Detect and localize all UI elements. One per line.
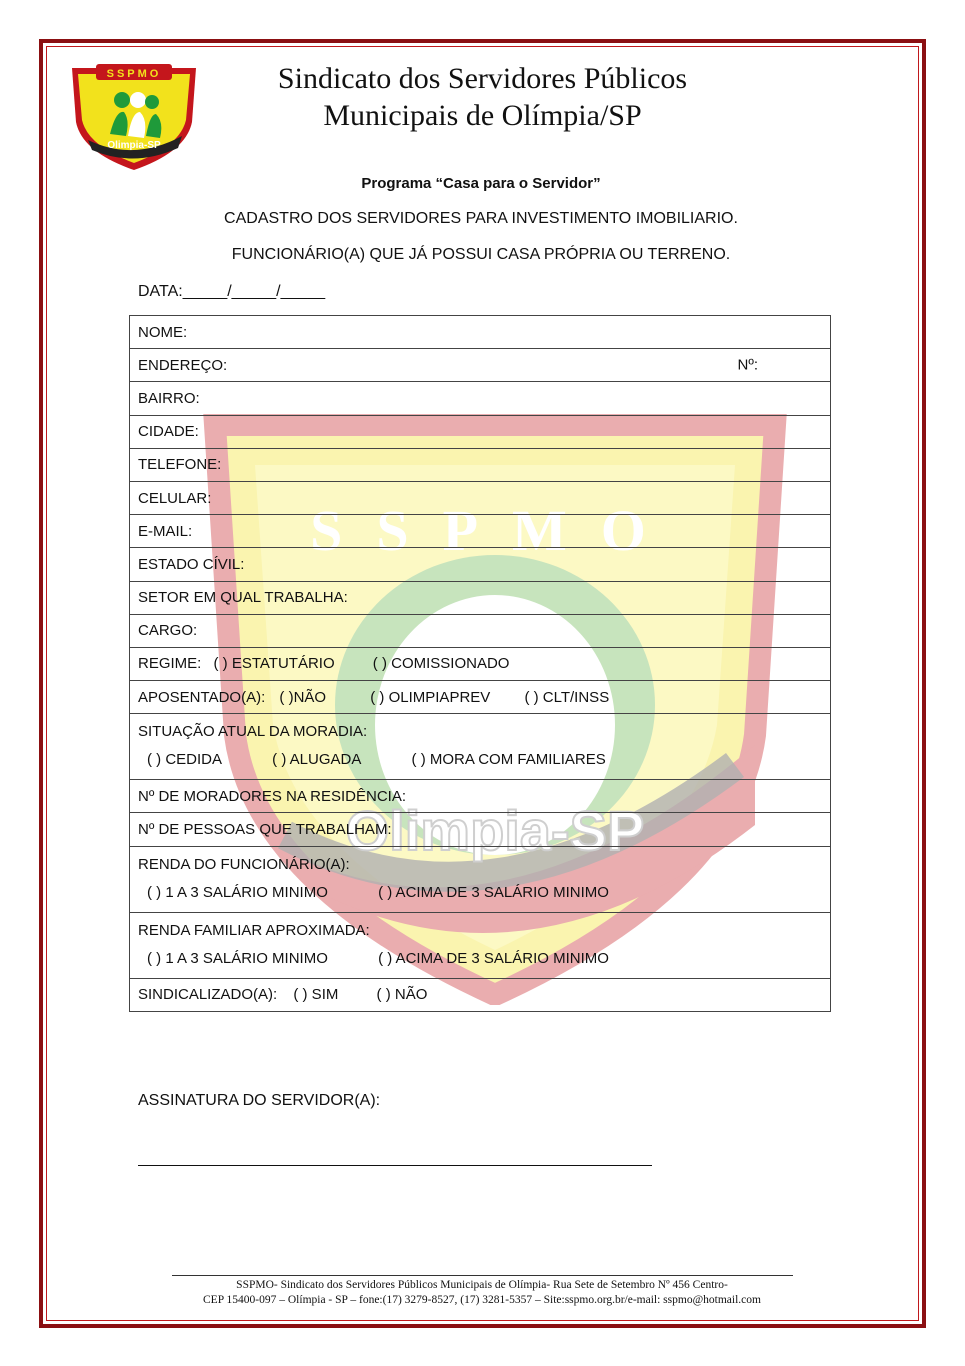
field-cidade[interactable] <box>130 415 831 448</box>
field-estado-civil[interactable] <box>130 548 831 581</box>
form-row-endereco <box>130 349 831 382</box>
label-email: E-MAIL: <box>138 522 193 540</box>
label-setor: SETOR EM QUAL TRABALHA: <box>138 589 348 607</box>
label-cidade: CIDADE: <box>138 423 199 441</box>
form-row-setor <box>130 581 831 614</box>
label-bairro: BAIRRO: <box>138 389 200 407</box>
form-row-telefone <box>130 448 831 481</box>
checkbox-renda-func-1a3[interactable]: ( ) 1 A 3 SALÁRIO MINIMO <box>147 883 328 901</box>
label-sindicalizado: SINDICALIZADO(A): <box>138 986 278 1004</box>
field-moradia <box>130 714 831 780</box>
checkbox-aposentado-nao[interactable]: ( )NÃO <box>279 688 327 706</box>
field-nome[interactable] <box>130 316 831 349</box>
label-pessoas-trabalham: Nº DE PESSOAS QUE TRABALHAM: <box>138 821 392 839</box>
form-row-moradia <box>130 714 831 780</box>
form-row-celular <box>130 481 831 514</box>
field-sindicalizado <box>130 978 831 1011</box>
checkbox-sindicalizado-nao[interactable]: ( ) NÃO <box>376 986 428 1004</box>
label-telefone: TELEFONE: <box>138 456 222 474</box>
checkbox-alugada[interactable]: ( ) ALUGADA <box>272 751 362 769</box>
sspmo-logo <box>66 60 202 172</box>
union-title-line1: Sindicato dos Servidores Públicos <box>277 62 688 95</box>
form-row-email <box>130 515 831 548</box>
label-moradia: SITUAÇÃO ATUAL DA MORADIA: <box>138 723 368 741</box>
form-row-renda-funcionario <box>130 846 831 912</box>
checkbox-comissionado[interactable]: ( ) COMISSIONADO <box>372 655 510 673</box>
checkbox-clt-inss[interactable]: ( ) CLT/INSS <box>524 688 610 706</box>
watermark-text-bottom: Olimpia-SP <box>345 799 645 862</box>
label-cargo: CARGO: <box>138 622 198 640</box>
checkbox-renda-fam-1a3[interactable]: ( ) 1 A 3 SALÁRIO MINIMO <box>147 949 328 967</box>
field-moradores[interactable] <box>130 780 831 813</box>
label-estado-civil: ESTADO CÍVIL: <box>138 555 245 573</box>
checkbox-renda-func-acima3[interactable]: ( ) ACIMA DE 3 SALÁRIO MINIMO <box>378 883 609 901</box>
label-nome: NOME: <box>138 323 188 341</box>
field-renda-familiar <box>130 912 831 978</box>
field-regime <box>130 647 831 680</box>
label-celular: CELULAR: <box>138 489 212 507</box>
form-row-pessoas-trabalham <box>130 813 831 846</box>
field-telefone[interactable] <box>130 448 831 481</box>
form-row-cidade <box>130 415 831 448</box>
label-renda-funcionario: RENDA DO FUNCIONÁRIO(A): <box>138 855 350 873</box>
program-title: Programa “Casa para o Servidor” <box>361 175 601 192</box>
form-row-regime <box>130 647 831 680</box>
checkbox-renda-fam-acima3[interactable]: ( ) ACIMA DE 3 SALÁRIO MINIMO <box>378 949 609 967</box>
form-row-estado-civil <box>130 548 831 581</box>
form-row-bairro <box>130 382 831 415</box>
form-row-renda-familiar <box>130 912 831 978</box>
label-moradores: Nº DE MORADORES NA RESIDÊNCIA: <box>138 787 407 805</box>
form-row-nome <box>130 316 831 349</box>
label-aposentado: APOSENTADO(A): <box>138 688 266 706</box>
checkbox-cedida[interactable]: ( ) CEDIDA <box>147 751 222 769</box>
label-regime: REGIME: <box>138 655 202 673</box>
footer-divider <box>172 1275 793 1276</box>
signature-line[interactable] <box>138 1165 652 1166</box>
label-endereco: ENDEREÇO: <box>138 356 228 374</box>
field-email[interactable] <box>130 515 831 548</box>
footer-line1: SSPMO- Sindicato dos Servidores Públicos Municipais de Olímpia- Rua Sete de Setembro Nº 456 Centro- <box>236 1279 728 1291</box>
signature-label: ASSINATURA DO SERVIDOR(A): <box>138 1092 381 1109</box>
form-subtitle-1: CADASTRO DOS SERVIDORES PARA INVESTIMENTO IMOBILIARIO. <box>224 210 738 227</box>
field-bairro[interactable] <box>130 382 831 415</box>
form-row-aposentado <box>130 681 831 714</box>
field-pessoas-trabalham[interactable] <box>130 813 831 846</box>
label-renda-familiar: RENDA FAMILIAR APROXIMADA: <box>138 921 370 939</box>
registration-form-table <box>129 315 831 1012</box>
union-title <box>200 60 765 134</box>
checkbox-estatutario[interactable]: ( ) ESTATUTÁRIO <box>213 655 335 673</box>
checkbox-mora-familiares[interactable]: ( ) MORA COM FAMILIARES <box>411 751 606 769</box>
footer-line2: CEP 15400-097 – Olímpia - SP – fone:(17) 3279-8527, (17) 3281-5357 – Site:sspmo.org.br/e-mail: sspmo@hotmail.com <box>203 1294 761 1306</box>
watermark-text-top: SSPMO <box>310 498 680 563</box>
checkbox-olimpiaprev[interactable]: ( ) OLIMPIAPREV <box>370 688 491 706</box>
label-numero: Nº: <box>737 356 758 374</box>
form-subtitle-2: FUNCIONÁRIO(A) QUE JÁ POSSUI CASA PRÓPRIA OU TERRENO. <box>231 246 731 263</box>
field-celular[interactable] <box>130 481 831 514</box>
field-cargo[interactable] <box>130 614 831 647</box>
field-setor[interactable] <box>130 581 831 614</box>
logo-text-top: SSPMO <box>106 68 162 80</box>
field-aposentado <box>130 681 831 714</box>
checkbox-sindicalizado-sim[interactable]: ( ) SIM <box>293 986 339 1004</box>
footer <box>130 1278 834 1308</box>
field-endereco[interactable] <box>130 349 831 382</box>
logo-text-bottom: Olimpia-SP <box>107 140 161 151</box>
form-row-cargo <box>130 614 831 647</box>
union-title-line2: Municipais de Olímpia/SP <box>323 99 642 132</box>
form-row-moradores <box>130 780 831 813</box>
form-row-sindicalizado <box>130 978 831 1011</box>
date-field[interactable]: DATA:_____/_____/_____ <box>138 283 326 300</box>
field-renda-funcionario <box>130 846 831 912</box>
